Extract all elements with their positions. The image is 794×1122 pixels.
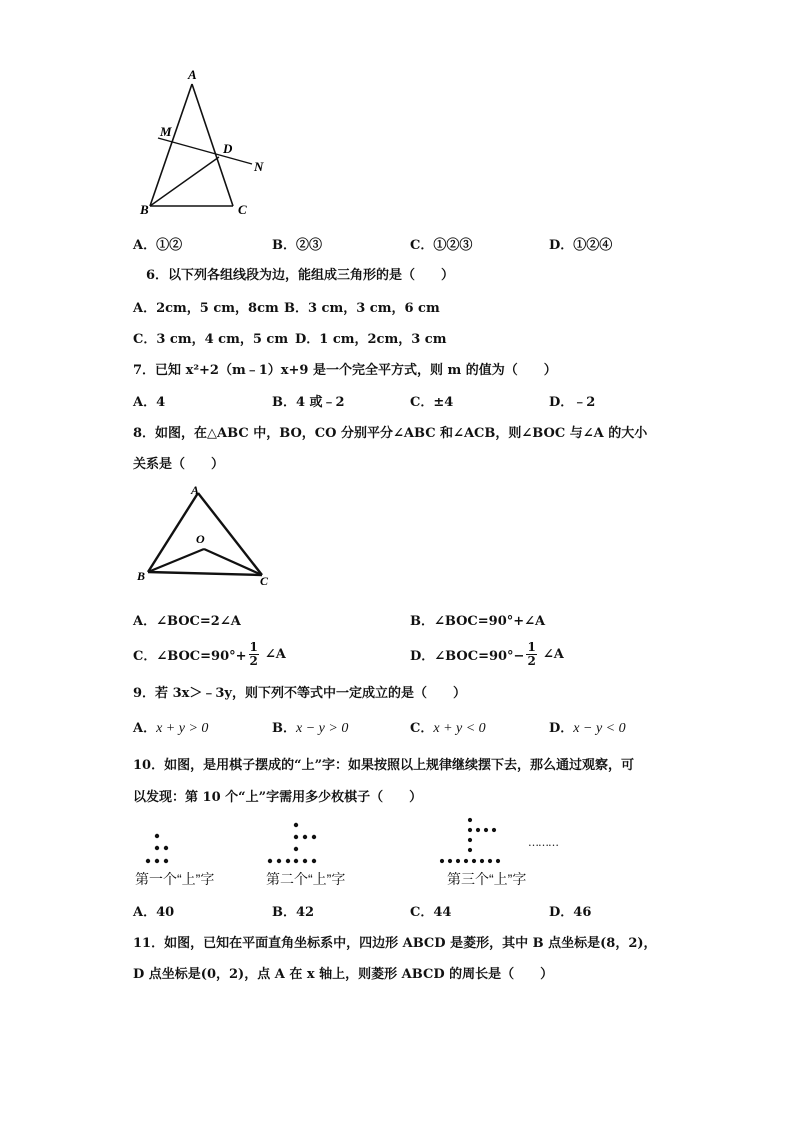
fraction-denominator: 2 — [527, 653, 536, 668]
q10-caption-2: 第二个“上”字 — [266, 871, 346, 887]
q8-option-d-prefix: D．∠BOC=90°− — [410, 648, 525, 664]
q5-option-a[interactable]: A．①② — [133, 238, 183, 253]
fraction-numerator: 1 — [527, 639, 536, 654]
q9-option-b[interactable] — [272, 717, 348, 737]
q6-option-c[interactable]: C．3 cm，4 cm，5 cm — [133, 332, 289, 347]
fraction-numerator: 1 — [249, 639, 258, 654]
q11-stem-line1: 11．如图，已知在平面直角坐标系中，四边形 ABCD 是菱形，其中 B 点坐标是(8，2)， — [133, 936, 657, 951]
q10-option-b[interactable]: B．42 — [272, 905, 315, 920]
option-letter: C． — [410, 721, 434, 736]
q10-stem-line2: 以发现：第 10 个“上”字需用多少枚棋子（ ） — [133, 790, 423, 805]
q9-option-a[interactable] — [133, 717, 208, 737]
q9-option-c[interactable] — [410, 717, 486, 737]
shang-figure-2 — [266, 820, 346, 868]
q6-option-d[interactable]: D．1 cm，2cm，3 cm — [295, 332, 447, 347]
q10-option-a[interactable]: A．40 — [133, 905, 175, 920]
fraction-denominator: 2 — [249, 653, 258, 668]
q7-option-d[interactable]: D．﹣2 — [549, 395, 596, 410]
q10-caption-1: 第一个“上”字 — [135, 871, 215, 887]
q10-option-d[interactable]: D．46 — [549, 905, 592, 920]
q5-option-b[interactable]: B．②③ — [272, 238, 322, 253]
label-b: B — [140, 202, 149, 217]
shang-figure-1 — [135, 828, 195, 868]
label-a: A — [188, 67, 197, 82]
q8-option-a[interactable]: A．∠BOC=2∠A — [133, 614, 241, 629]
q7-option-b[interactable]: B．4 或﹣2 — [272, 395, 345, 410]
q5-option-c[interactable]: C．①②③ — [410, 238, 473, 253]
label-b: B — [137, 569, 146, 583]
q8-option-b[interactable]: B．∠BOC=90°+∠A — [410, 614, 546, 629]
label-m: M — [160, 124, 172, 139]
q6-option-b[interactable]: B．3 cm，3 cm，6 cm — [284, 301, 440, 316]
q8-option-d-suffix: ∠A — [542, 646, 564, 662]
option-math: x + y < 0 — [433, 721, 486, 736]
q9-option-d[interactable] — [549, 717, 626, 737]
q8-stem-line1: 8．如图，在△ABC 中，BO，CO 分别平分∠ABC 和∠ACB，则∠BOC 与∠A 的大小 — [133, 426, 648, 441]
label-c: C — [260, 574, 269, 587]
q5-option-d[interactable]: D．①②④ — [549, 238, 613, 253]
q8-stem-line2: 关系是（ ） — [133, 457, 225, 472]
triangle-boc-figure — [134, 483, 276, 587]
triangle-mn-figure — [130, 62, 280, 220]
q6-stem: 6．以下列各组线段为边，能组成三角形的是（ ） — [146, 268, 455, 283]
label-a: A — [191, 483, 200, 497]
label-c: C — [238, 202, 247, 217]
q8-option-d-fraction — [526, 641, 536, 668]
option-math: x − y > 0 — [296, 721, 349, 736]
q7-option-a[interactable]: A．4 — [133, 395, 166, 410]
q8-option-c-suffix: ∠A — [264, 646, 286, 662]
option-math: x − y < 0 — [573, 721, 626, 736]
q8-option-c[interactable] — [133, 636, 286, 672]
q8-option-c-fraction — [249, 641, 259, 668]
label-o: O — [196, 532, 205, 546]
option-letter: B． — [272, 721, 296, 736]
q10-stem-line1: 10．如图，是用棋子摆成的“上”字：如果按照以上规律继续摆下去，那么通过观察，可 — [133, 758, 635, 773]
label-d: D — [223, 141, 233, 156]
q10-ellipsis: ……… — [528, 836, 558, 849]
q10-caption-3: 第三个“上”字 — [447, 871, 527, 887]
q7-stem-math: x²+2（m﹣1）x+9 — [185, 363, 309, 378]
option-letter: A． — [133, 721, 157, 736]
q7-stem — [133, 359, 557, 378]
q6-option-a[interactable]: A．2cm，5 cm，8cm — [133, 301, 279, 316]
q10-option-c[interactable]: C．44 — [410, 905, 452, 920]
shang-figure-3 — [437, 816, 517, 868]
q7-stem-prefix: 7．已知 — [133, 363, 186, 378]
q11-stem-line2: D 点坐标是(0，2)，点 A 在 x 轴上，则菱形 ABCD 的周长是（ ） — [133, 967, 554, 982]
q8-option-d[interactable] — [410, 636, 564, 672]
label-n: N — [254, 159, 264, 174]
option-letter: D． — [549, 721, 574, 736]
q7-option-c[interactable]: C．±4 — [410, 395, 454, 410]
q9-stem: 9．若 3x＞﹣3y，则下列不等式中一定成立的是（ ） — [133, 686, 466, 701]
option-math: x + y > 0 — [156, 721, 209, 736]
q7-stem-suffix: 是一个完全平方式，则 m 的值为（ ） — [308, 363, 557, 378]
q8-option-c-prefix: C．∠BOC=90°+ — [133, 648, 247, 664]
